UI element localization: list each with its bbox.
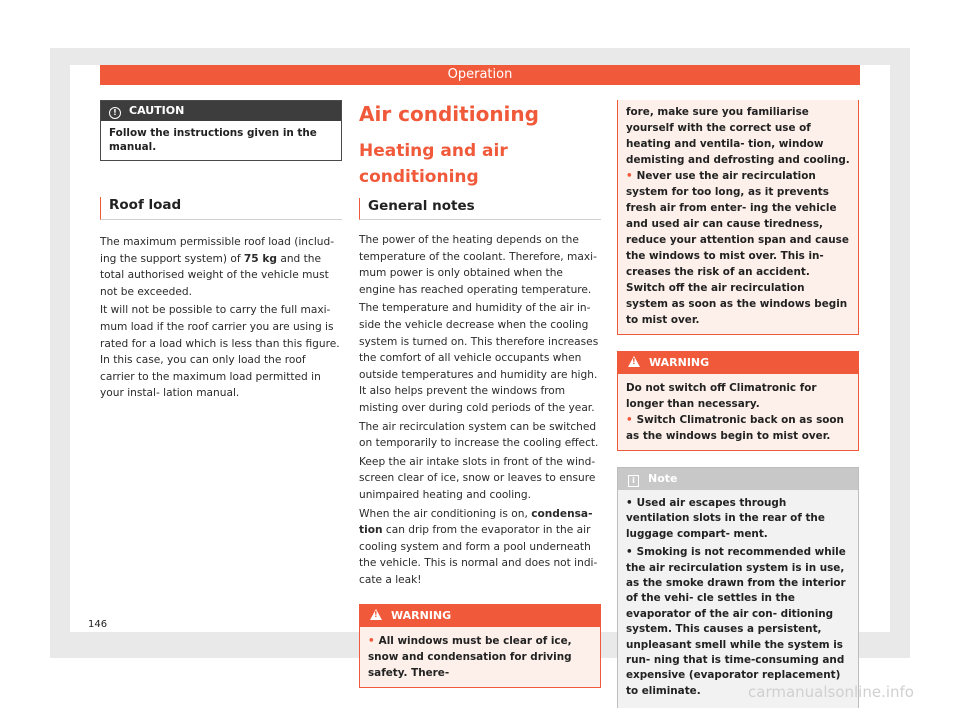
roof-load-paragraph-2: It will not be possible to carry the full maxi- mum load if the roof carrier you are using is rated for a load which is less than this figure. In this case, you can only load the roof carrier to the maximum load permitted in your instal- lation manual. [100,304,340,400]
info-circle-icon: ! [109,107,121,119]
bullet-icon: • [626,414,633,426]
warning-1-text-continued: fore, make sure you familiarise yourself with the correct use of heating and ventila- tion, window demisting and defrosting and cooling. [626,106,850,166]
warning-box-2 [617,351,859,451]
column-left [100,100,342,404]
bullet-icon: • [368,635,375,648]
warning-1-bullet-2: • Never use the air recirculation system for too long, as it prevents fresh air from enter- ing the vehicle and used air can cause tiredness, reduce your attention span and cause the windows to mist over. This in- creases the risk of an accident. Switch off the air recirculation system as soon as the windows begin to mist over. [626,170,849,326]
air-conditioning-body [359,232,601,588]
caution-label: CAUTION [129,104,185,117]
caution-text: Follow the instructions given in the manual. [109,127,317,153]
paragraph-air-intake: Keep the air intake slots in front of the wind- screen clear of ice, snow or leaves to ensure unimpaired heating and cooling. [359,455,596,501]
paragraph-recirculation: The air recirculation system can be switched on temporarily to increase the cooling effect. [359,420,599,450]
bullet-icon: • [626,546,633,559]
caution-box [100,100,342,161]
paragraph-humidity: The temperature and humidity of the air in- side the vehicle decrease when the cooling system is turned on. This therefore increases the comfort of all vehicle occupants when outside temperatures and humidity are high. It also helps prevent the windows from misting over during cold periods of the year. [359,302,599,414]
page-number: 146 [88,619,108,630]
info-icon: i [628,475,639,487]
warning-triangle-icon [628,356,640,367]
note-bullet-1: • Used air escapes through ventilation slots in the rear of the luggage compart- ment. [626,497,825,540]
roof-load-heading: Roof load [100,197,342,220]
warning-box-1-continued [617,100,859,335]
chapter-title: Air conditioning [359,102,539,126]
note-header: i Note [618,468,858,490]
general-notes-heading: General notes [359,198,601,220]
caution-header [101,101,341,121]
bullet-icon: • [626,497,633,509]
bullet-icon: • [626,170,633,182]
warning-box-1 [359,604,601,688]
warning-triangle-icon [370,609,382,620]
watermark: carmanualsonline.info [748,683,914,701]
paragraph-heating-power: The power of the heating depends on the temperature of the coolant. Therefore, maxi- mum power is only obtained when the engine has reached operating temperature. [359,234,597,296]
warning-header: !WARNING [360,605,600,627]
warning-2-line-1: Do not switch off Climatronic for longer than necessary. [626,382,817,410]
note-bullet-2: • Smoking is not recommended while the air recirculation system is in use, as the smoke drawn from the interior of the vehi- cle settles in the evaporator of the air con- ditioning system. This causes a persistent, unpleasant smell while the system is run- ning that is time-consuming and expensive (evaporator replacement) to eliminate. [626,546,846,697]
roof-load-body [100,234,342,402]
paragraph-condensation: When the air conditioning is on, condensa- tion can drip from the evaporator in the air cooling system and form a pool underneath the vehicle. This is normal and does not indi- cate a leak! [359,507,598,586]
column-middle [359,100,601,688]
roof-load-paragraph-1: The maximum permissible roof load (includ- ing the support system) of 75 kg and the total authorised weight of the vehicle must not be exceeded. [100,236,335,298]
column-right [617,100,859,708]
note-box [617,467,859,708]
warning-1-text-start: • All windows must be clear of ice, snow and condensation for driving safety. There- [360,627,600,687]
section-title: Heating and air conditioning [359,141,508,187]
section-header: Operation [100,65,860,85]
warning-2-bullet-1: • Switch Climatronic back on as soon as the windows begin to mist over. [626,414,844,442]
warning-header: !WARNING [618,352,858,374]
